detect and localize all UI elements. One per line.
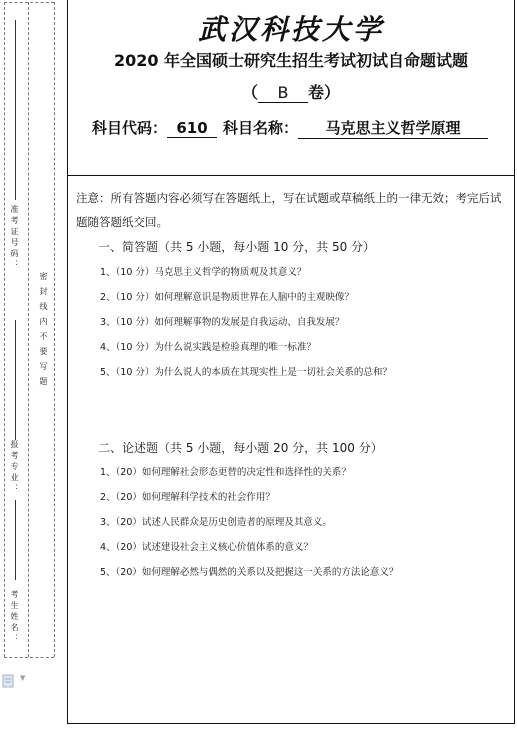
question: 1、（20）如何理解社会形态更替的决定性和选择性的关系？ xyxy=(100,467,351,478)
section-title: 二、论述题（共 5 小题，每小题 20 分，共 100 分） xyxy=(98,441,383,455)
margin-bottom-dash xyxy=(4,657,54,658)
admission-number-label: 准考证号码： xyxy=(10,205,19,271)
subject-code-value: 610 xyxy=(167,119,217,138)
paper-type-open: （ xyxy=(241,83,258,102)
paper-type-close: 卷） xyxy=(308,83,341,102)
seal-line-warning: 密封线内不要写题 xyxy=(39,272,48,392)
candidate-name-label: 考生姓名： xyxy=(10,590,19,645)
margin-top-dash xyxy=(4,2,54,3)
question: 3、（10 分）如何理解事物的发展是自我运动、自我发展？ xyxy=(100,317,345,328)
question: 1、（10 分）马克思主义哲学的物质观及其意义？ xyxy=(100,267,307,278)
subject-code-label: 科目代码： xyxy=(92,119,168,137)
exam-title: 2020 年全国硕士研究生招生考试初试自命题试题 xyxy=(113,51,469,70)
section-title: 一、简答题（共 5 小题，每小题 10 分，共 50 分） xyxy=(98,240,376,254)
margin-mid-dash xyxy=(28,2,29,657)
paper-header xyxy=(68,0,514,176)
paper-type xyxy=(68,80,514,103)
document-icon xyxy=(2,674,14,688)
question: 5、（20）如何理解必然与偶然的关系以及把握这一关系的方法论意义？ xyxy=(100,567,399,578)
school-name: 武汉科技大学 xyxy=(197,13,384,46)
subject-line xyxy=(92,117,488,139)
question: 4、（10 分）为什么说实践是检验真理的唯一标准？ xyxy=(100,342,316,353)
question: 2、（20）如何理解科学技术的社会作用？ xyxy=(100,492,275,503)
question: 4、（20）试述建设社会主义核心价值体系的意义？ xyxy=(100,542,313,553)
admission-write-line xyxy=(15,20,16,200)
question: 3、（20）试述人民群众是历史创造者的原理及其意义。 xyxy=(100,517,332,528)
margin-right-dash xyxy=(54,2,55,657)
question: 5、（10 分）为什么说人的本质在其现实性上是一切社会关系的总和？ xyxy=(100,367,392,378)
major-write-line xyxy=(15,320,16,440)
exam-notice: 注意：所有答题内容必须写在答题纸上，写在试题或草稿纸上的一律无效；考完后试题随答题纸交回。 xyxy=(76,191,502,229)
exam-paper xyxy=(67,0,515,724)
margin-left-dash xyxy=(4,2,5,657)
name-write-line xyxy=(15,500,16,580)
dropdown-arrow-icon[interactable]: ▼ xyxy=(20,674,26,682)
question: 2、（10 分）如何理解意识是物质世界在人脑中的主观映像？ xyxy=(100,292,354,303)
paper-type-value: B xyxy=(258,83,308,103)
subject-name-value: 马克思主义哲学原理 xyxy=(298,117,488,139)
major-label: 报考专业： xyxy=(10,440,19,495)
subject-name-label: 科目名称： xyxy=(223,119,299,137)
